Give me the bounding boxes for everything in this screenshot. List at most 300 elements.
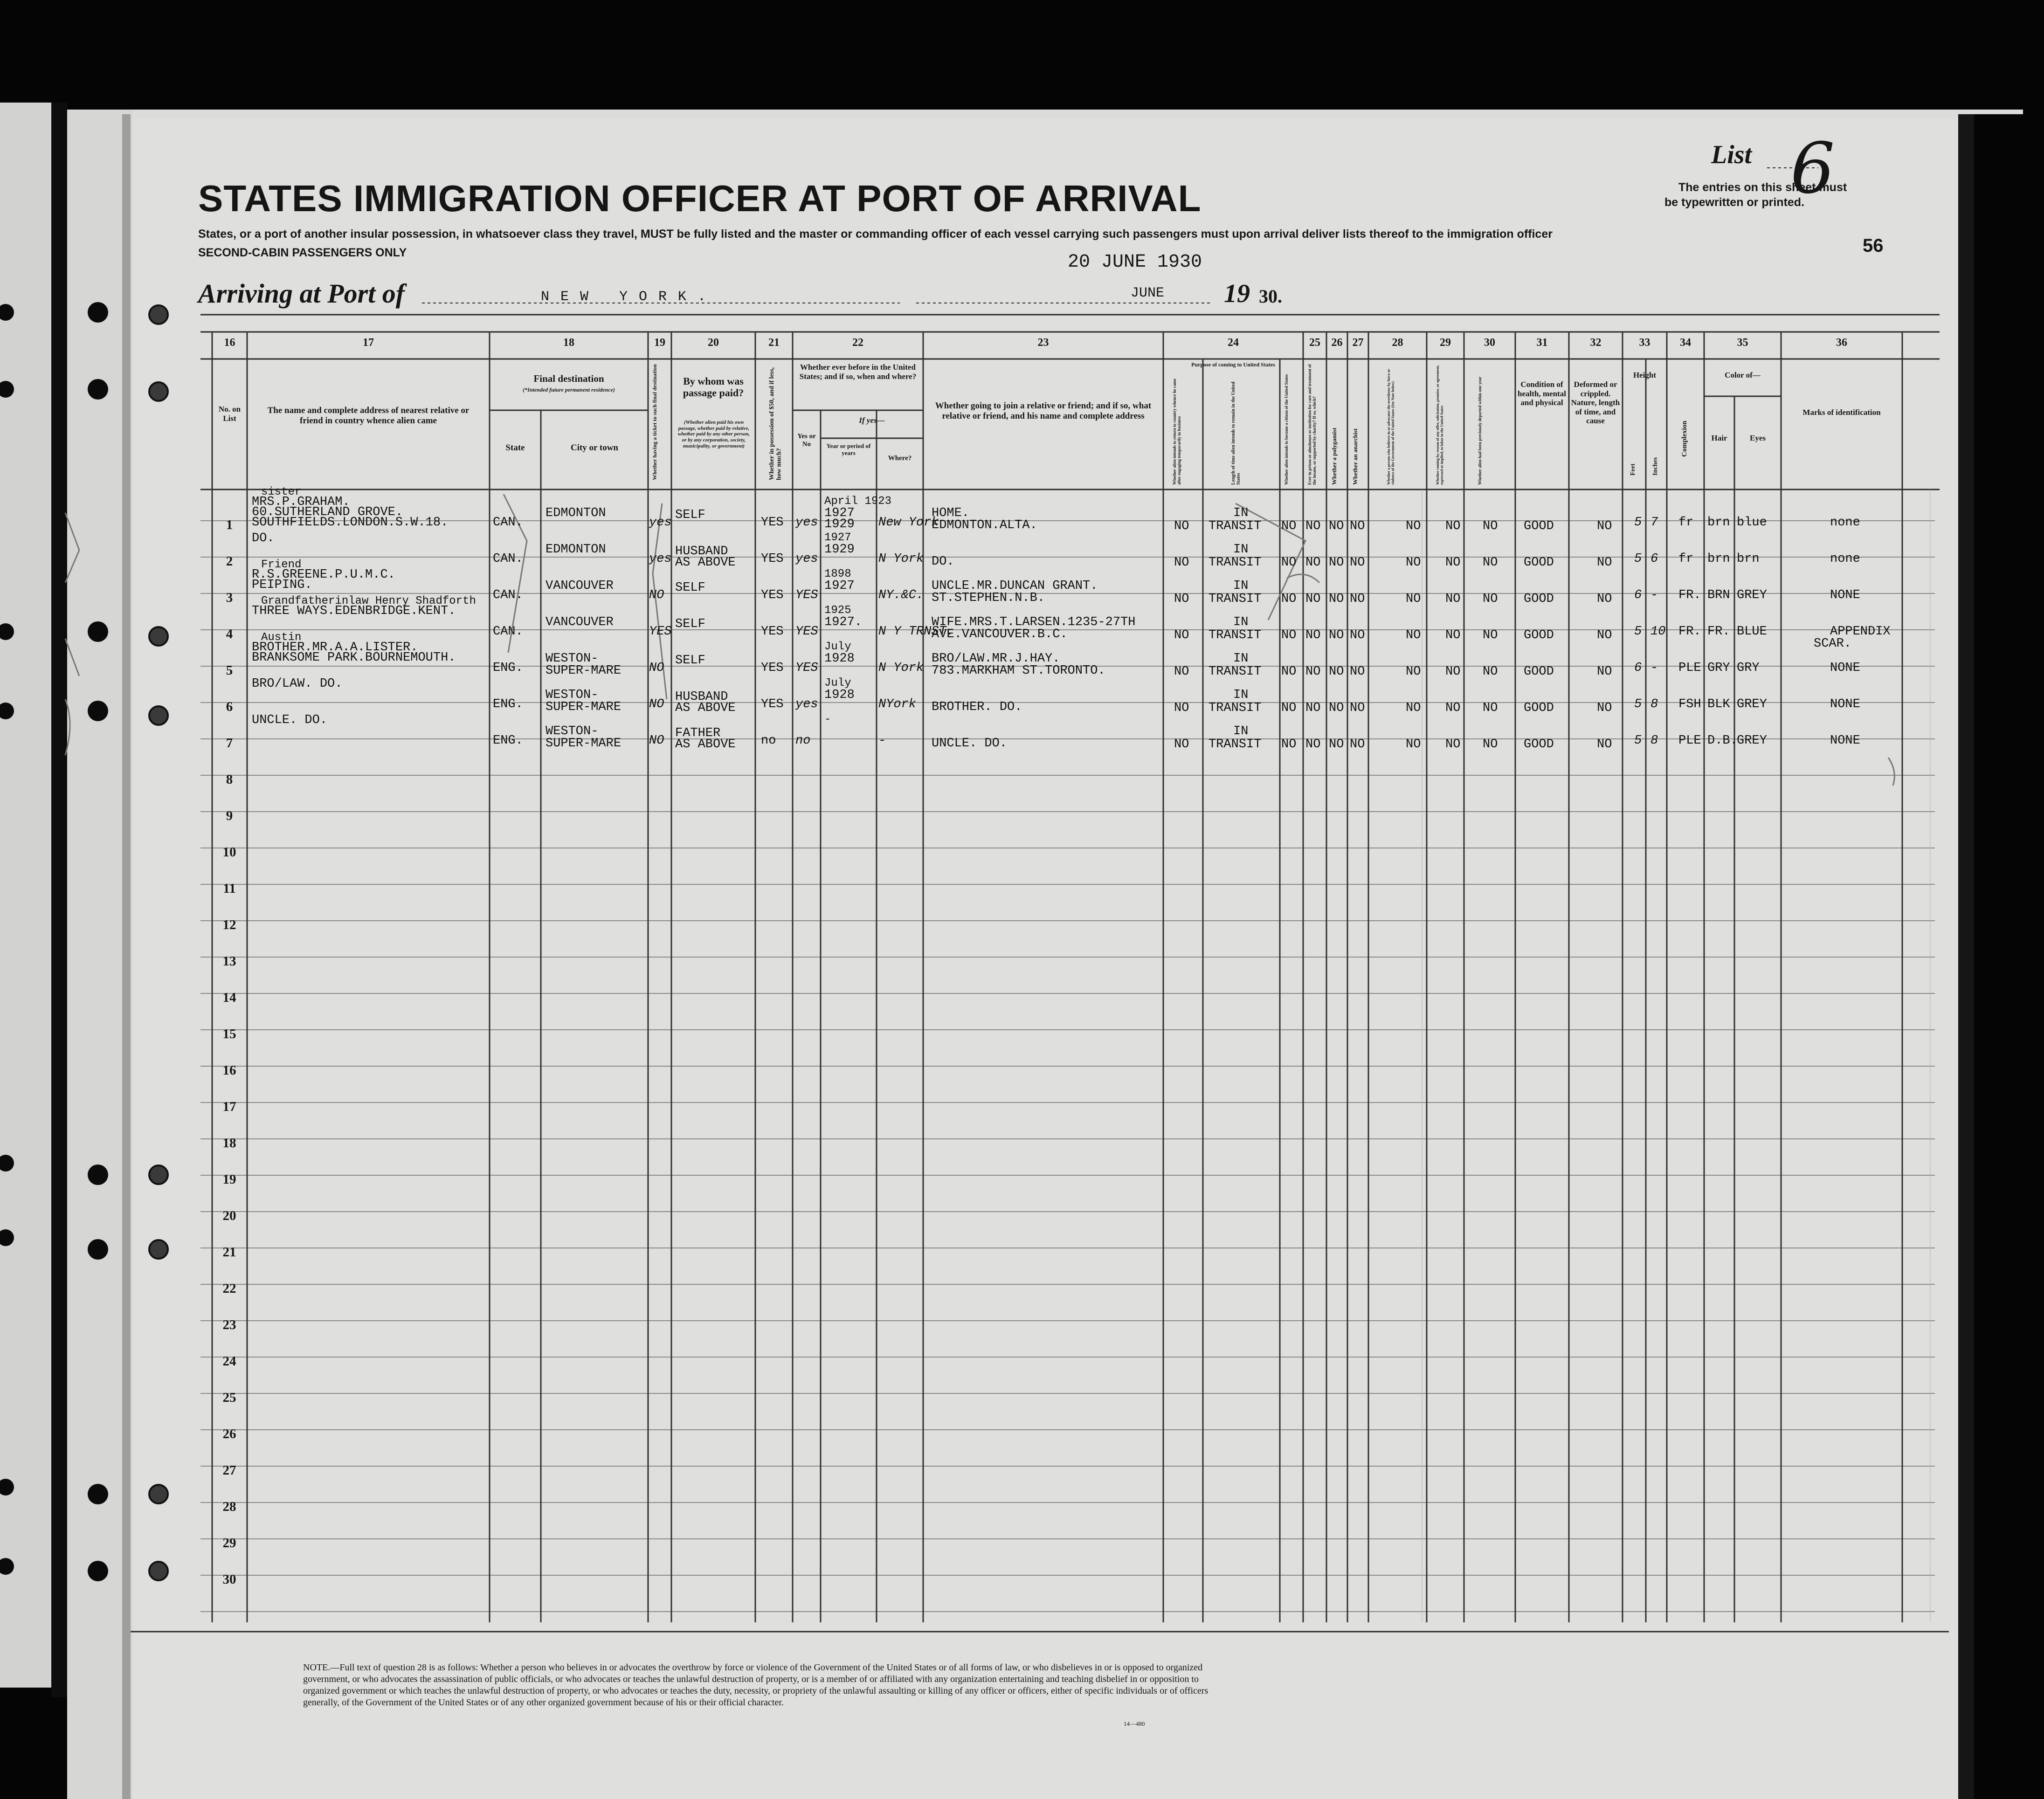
health-cell: GOOD <box>1524 556 1554 570</box>
purpose-return-cell: NO <box>1174 519 1189 533</box>
before-in-us-cell: no <box>795 734 811 748</box>
anarchist-cell: NO <box>1350 701 1365 715</box>
column-number: 24 <box>1228 337 1239 349</box>
row-number: 23 <box>222 1317 236 1332</box>
passage-paid-cell: SELF <box>675 581 705 595</box>
before-in-us-cell: YES <box>795 661 818 675</box>
header-money: Whether in possession of $50, and if less, how much? <box>768 367 783 480</box>
purpose-length-in: IN <box>1233 579 1249 593</box>
question-28-cell: NO <box>1406 738 1421 751</box>
purpose-citizen-cell: NO <box>1281 701 1297 715</box>
city-cell: VANCOUVER <box>546 615 614 629</box>
passage-paid-cell-line-2: AS ABOVE <box>675 701 736 715</box>
join-relative-line-2: AVE.VANCOUVER.B.C. <box>932 627 1068 641</box>
passage-paid-cell: HUSBAND <box>675 690 728 704</box>
relative-address: BRANKSOME PARK.BOURNEMOUTH. <box>252 651 456 665</box>
labor-offer-cell: NO <box>1445 556 1461 570</box>
height-inches-cell: - <box>1650 588 1658 602</box>
column-number: 31 <box>1536 337 1548 349</box>
year-cell-line-1: July <box>824 641 851 653</box>
question-28-cell: NO <box>1406 592 1421 606</box>
header-hair: Hair <box>1711 434 1727 442</box>
anarchist-cell: NO <box>1350 665 1365 679</box>
polygamist-cell: NO <box>1329 519 1344 533</box>
marks-cell: NONE <box>1830 588 1860 602</box>
hair-cell: BLK <box>1707 697 1730 711</box>
entries-note-line-1: The entries on this sheet must <box>1678 181 1847 194</box>
purpose-return-cell: NO <box>1174 628 1189 642</box>
polygamist-cell: NO <box>1329 556 1344 570</box>
deformed-cell: NO <box>1597 592 1612 606</box>
where-cell: NYork <box>878 697 917 711</box>
column-number: 22 <box>852 337 863 349</box>
list-number: 6 <box>1790 128 1835 209</box>
header-feet: Feet <box>1630 463 1637 476</box>
question-28-cell: NO <box>1406 665 1421 679</box>
row-number: 8 <box>226 772 233 787</box>
question-28-cell: NO <box>1406 701 1421 715</box>
anarchist-cell: NO <box>1350 738 1365 751</box>
deformed-cell: NO <box>1597 701 1612 715</box>
deformed-cell: NO <box>1597 665 1612 679</box>
prison-cell: NO <box>1305 592 1321 606</box>
row-number: 26 <box>222 1427 236 1441</box>
passage-paid-cell-line-2: AS ABOVE <box>675 556 736 570</box>
deported-cell: NO <box>1483 592 1498 606</box>
ticket-cell: YES <box>649 625 672 639</box>
row-number: 29 <box>222 1536 236 1551</box>
state-cell: ENG. <box>493 734 523 748</box>
money-cell: YES <box>761 697 784 711</box>
polygamist-cell: NO <box>1329 665 1344 679</box>
ticket-cell: yes <box>649 552 672 566</box>
money-cell: YES <box>761 588 784 602</box>
question-28-cell: NO <box>1406 556 1421 570</box>
ticket-cell: NO <box>649 697 664 711</box>
row-number: 6 <box>226 699 233 714</box>
header-purpose: Purpose of coming to United States <box>1191 361 1275 368</box>
column-number: 32 <box>1590 337 1602 349</box>
city-cell: EDMONTON <box>546 543 606 557</box>
relative-annotation: Austin <box>261 631 302 644</box>
header-city: City or town <box>570 443 619 453</box>
prison-cell: NO <box>1305 665 1321 679</box>
where-cell: N York <box>878 661 924 675</box>
before-in-us-cell: YES <box>795 625 818 639</box>
purpose-length-in: IN <box>1233 506 1249 520</box>
relative-address: PEIPING. <box>252 578 312 592</box>
labor-offer-cell: NO <box>1445 628 1461 642</box>
city-cell: WESTON- <box>546 724 599 738</box>
city-cell: WESTON- <box>546 652 599 666</box>
year-cell-line-1: 1898 <box>824 568 851 580</box>
prison-cell: NO <box>1305 701 1321 715</box>
purpose-length-transit: TRANSIT <box>1208 519 1262 533</box>
row-number: 22 <box>222 1281 236 1296</box>
before-in-us-cell: YES <box>795 588 818 602</box>
polygamist-cell: NO <box>1329 592 1344 606</box>
money-cell: YES <box>761 516 784 530</box>
row-number: 18 <box>222 1136 236 1151</box>
header-inches: Inches <box>1652 457 1659 476</box>
header-prison: Ever in prison or almshouse or institution for care and treatment of the insane, or supported by charity? If so, which? <box>1307 364 1317 485</box>
row-number: 15 <box>222 1027 236 1041</box>
header-state: State <box>505 443 525 453</box>
year-cell-line-3: 1929 <box>824 517 855 531</box>
city-cell: WESTON- <box>546 688 599 702</box>
header-before-in-us: Whether ever before in the United States; and if so, when and where? <box>799 363 917 381</box>
deported-cell: NO <box>1483 556 1498 570</box>
purpose-citizen-cell: NO <box>1281 628 1297 642</box>
header-deformed: Deformed or crippled. Nature, length of time, and cause <box>1571 380 1620 426</box>
year-cell-line-2: 1928 <box>824 652 855 666</box>
column-number: 20 <box>708 337 719 349</box>
header-purpose-return: Whether alien intends to return to country whence he came after engaging temporarily in business <box>1172 379 1181 485</box>
where-cell: NY.&C. <box>878 588 924 602</box>
header-where: Where? <box>888 455 912 462</box>
purpose-length-in: IN <box>1233 543 1249 557</box>
anarchist-cell: NO <box>1350 592 1365 606</box>
row-number: 25 <box>222 1390 236 1405</box>
health-cell: GOOD <box>1524 665 1554 679</box>
page-number: 56 <box>1863 235 1884 256</box>
prison-cell: NO <box>1305 628 1321 642</box>
row-number: 12 <box>222 917 236 932</box>
year-cell-line-1: April 1923 <box>824 495 892 508</box>
row-number: 13 <box>222 954 236 969</box>
header-no-on-list: No. on List <box>218 405 241 423</box>
column-number: 23 <box>1037 337 1049 349</box>
eyes-cell: GREY <box>1737 588 1767 602</box>
prison-cell: NO <box>1305 519 1321 533</box>
join-relative-line-1: WIFE.MRS.T.LARSEN.1235-27TH <box>932 615 1136 629</box>
eyes-cell: BLUE <box>1737 625 1767 639</box>
class-line: SECOND-CABIN PASSENGERS ONLY <box>198 246 407 259</box>
complexion-cell: FR. <box>1678 588 1701 602</box>
labor-offer-cell: NO <box>1445 665 1461 679</box>
row-number: 28 <box>222 1499 236 1514</box>
height-feet-cell: 5 <box>1634 697 1642 711</box>
passage-paid-cell: SELF <box>675 654 705 668</box>
purpose-length-in: IN <box>1233 688 1249 702</box>
question-28-cell: NO <box>1406 628 1421 642</box>
form-number: 14—480 <box>1124 1720 1145 1727</box>
header-if-yes: If yes— <box>859 416 885 425</box>
purpose-length-transit: TRANSIT <box>1208 592 1262 606</box>
row-number: 1 <box>226 517 233 532</box>
relative-annotation: sister <box>261 486 302 498</box>
arrival-month: JUNE <box>1131 285 1165 301</box>
list-label: List <box>1711 140 1752 169</box>
page-title: STATES IMMIGRATION OFFICER AT PORT OF ARRIVAL <box>198 178 1202 219</box>
purpose-length-transit: TRANSIT <box>1208 556 1262 570</box>
purpose-citizen-cell: NO <box>1281 738 1297 751</box>
polygamist-cell: NO <box>1329 738 1344 751</box>
marks-cell: NONE <box>1830 697 1860 711</box>
where-cell: N York <box>878 552 924 566</box>
header-height: Height <box>1633 371 1657 379</box>
city-cell-line-2: SUPER-MARE <box>546 700 621 714</box>
prison-cell: NO <box>1305 738 1321 751</box>
relative-annotation: Grandfatherinlaw Henry Shadforth <box>261 595 476 607</box>
join-relative-line-2: DO. <box>932 555 954 569</box>
purpose-citizen-cell: NO <box>1281 592 1297 606</box>
purpose-return-cell: NO <box>1174 701 1189 715</box>
state-cell: CAN. <box>493 625 523 639</box>
state-cell: CAN. <box>493 516 523 530</box>
height-inches-cell: 10 <box>1650 625 1666 639</box>
deformed-cell: NO <box>1597 628 1612 642</box>
complexion-cell: FSH <box>1678 697 1701 711</box>
purpose-length-in: IN <box>1233 615 1249 629</box>
header-final-destination-note: (*Intended future permanent residence) <box>523 386 615 393</box>
header-marks: Marks of identification <box>1802 408 1881 417</box>
header-year: Year or period of years <box>826 442 871 456</box>
relative-name: UNCLE. DO. <box>252 713 328 727</box>
header-passage-paid-note: (Whether alien paid his own passage, whether paid by relative, whether paid by any other person, or by any corporation, society, municipality, or government) <box>677 420 750 449</box>
row-number: 27 <box>222 1463 236 1478</box>
ticket-cell: NO <box>649 588 664 602</box>
purpose-length-transit: TRANSIT <box>1208 701 1262 715</box>
where-cell: New York <box>878 516 939 530</box>
entries-note-line-2: be typewritten or printed. <box>1664 196 1805 209</box>
header-deported: Whether alien had been previously deported within one year <box>1478 376 1482 485</box>
year-cell-line-1: July <box>824 677 851 689</box>
header-question-28: Whether a person who believes in or advocates the overthrow by force or violence of the Government of the United States (See Note below) <box>1387 369 1395 485</box>
purpose-citizen-cell: NO <box>1281 556 1297 570</box>
money-cell: YES <box>761 661 784 675</box>
purpose-citizen-cell: NO <box>1281 665 1297 679</box>
column-number: 34 <box>1680 337 1691 349</box>
state-cell: CAN. <box>493 588 523 602</box>
join-relative-line-2: BROTHER. DO. <box>932 700 1022 714</box>
city-cell-line-2: SUPER-MARE <box>546 664 621 678</box>
purpose-length-transit: TRANSIT <box>1208 738 1262 751</box>
money-cell: YES <box>761 625 784 639</box>
relative-name: BROTHER.MR.A.A.LISTER. <box>252 641 418 655</box>
row-number: 7 <box>226 736 233 751</box>
join-relative-line-1: UNCLE.MR.DUNCAN GRANT. <box>932 579 1098 593</box>
join-relative-line-2: ST.STEPHEN.N.B. <box>932 591 1045 605</box>
instructions-line: States, or a port of another insular possession, in whatsoever class they travel, MUST be fully listed and the master or commanding officer of each vessel carrying such passengers must upon arrival deliver lists thereof to the immigration officer <box>198 227 1553 241</box>
marks-cell: none <box>1830 552 1860 566</box>
state-cell: CAN. <box>493 552 523 566</box>
row-number: 4 <box>226 627 233 641</box>
health-cell: GOOD <box>1524 592 1554 606</box>
eyes-cell: GRY <box>1737 661 1760 675</box>
height-feet-cell: 5 <box>1634 516 1642 530</box>
purpose-citizen-cell: NO <box>1281 519 1297 533</box>
purpose-length-transit: TRANSIT <box>1208 665 1262 679</box>
height-inches-cell: - <box>1650 661 1658 675</box>
join-relative-line-1: BRO/LAW.MR.J.HAY. <box>932 652 1060 666</box>
labor-offer-cell: NO <box>1445 519 1461 533</box>
money-cell: no <box>761 734 776 748</box>
header-labor-offer: Whether coming by reason of any offer, solicitation, promise, or agreement, expressed or implied, to labor in the United States <box>1436 365 1444 485</box>
polygamist-cell: NO <box>1329 628 1344 642</box>
header-color: Color of— <box>1725 371 1761 379</box>
labor-offer-cell: NO <box>1445 592 1461 606</box>
deported-cell: NO <box>1483 665 1498 679</box>
year-cell-line-1: - <box>824 713 831 726</box>
column-number: 26 <box>1331 337 1343 349</box>
money-cell: YES <box>761 552 784 566</box>
passage-paid-cell: SELF <box>675 508 705 522</box>
header-passage-paid: By whom was passage paid? <box>683 375 744 399</box>
before-in-us-cell: yes <box>795 697 818 711</box>
year-cell-line-2: 1927. <box>824 615 863 629</box>
row-number: 11 <box>223 881 236 896</box>
column-number: 17 <box>363 337 374 349</box>
complexion-cell: fr <box>1678 552 1694 566</box>
eyes-cell: blue <box>1737 516 1767 530</box>
column-number: 19 <box>654 337 665 349</box>
labor-offer-cell: NO <box>1445 701 1461 715</box>
year-cell-line-1: 1925 <box>824 604 851 617</box>
join-relative-line-2: EDMONTON.ALTA. <box>932 518 1037 532</box>
height-feet-cell: 5 <box>1634 734 1642 748</box>
purpose-return-cell: NO <box>1174 738 1189 751</box>
question-28-cell: NO <box>1406 519 1421 533</box>
height-feet-cell: 6 <box>1634 661 1642 675</box>
column-number: 33 <box>1639 337 1650 349</box>
height-feet-cell: 5 <box>1634 625 1642 639</box>
year-cell-line-2: 1927 <box>824 506 855 520</box>
health-cell: GOOD <box>1524 701 1554 715</box>
join-relative-line-2: UNCLE. DO. <box>932 737 1008 751</box>
header-purpose-length: Length of time alien intends to remain in the United States <box>1231 381 1241 485</box>
purpose-return-cell: NO <box>1174 592 1189 606</box>
labor-offer-cell: NO <box>1445 738 1461 751</box>
before-in-us-cell: yes <box>795 552 818 566</box>
anarchist-cell: NO <box>1350 519 1365 533</box>
footer-note: NOTE.—Full text of question 28 is as follows: Whether a person who believes in or advocates the overthrow by force or violence of the Government of the United States or of all forms of law, or who disbelieves in or is opposed to organized government, or who advocates the assassination of public officials, or who advocates or teaches the unlawful destruction of property, or is a member of or affiliated with any organization entertaining and teaching disbelief in or opposition to organized government or which teaches the unlawful destruction of property, or who advocates or teaches the duty, necessity, or propriety of the unlawful assaulting or killing of any officer or officers, either of specific individuals or of officers generally, of the Government of the United States or of any other organized government because of his or their official character. <box>303 1662 1208 1708</box>
ticket-cell: NO <box>649 734 664 748</box>
row-number: 24 <box>222 1354 236 1369</box>
relative-annotation: Friend <box>261 558 302 571</box>
relative-city: SOUTHFIELDS.LONDON.S.W.18. <box>252 516 449 530</box>
height-inches-cell: 6 <box>1650 552 1658 566</box>
header-health: Condition of health, mental and physical <box>1518 380 1566 407</box>
where-cell: - <box>878 734 886 748</box>
header-final-destination: Final destination <box>533 373 604 384</box>
relative-name: BRO/LAW. DO. <box>252 677 343 691</box>
column-number: 25 <box>1309 337 1320 349</box>
row-number: 16 <box>222 1063 236 1078</box>
where-cell: N Y TRNST. <box>878 625 954 639</box>
column-number: 18 <box>563 337 574 349</box>
year-cell-line-2: 1929 <box>824 543 855 557</box>
header-ticket: Whether having a ticket to such final destination <box>651 364 658 480</box>
state-cell: ENG. <box>493 697 523 711</box>
deported-cell: NO <box>1483 628 1498 642</box>
complexion-cell: PLE <box>1678 734 1701 748</box>
complexion-cell: fr <box>1678 516 1694 530</box>
marks-cell: APPENDIX <box>1830 625 1891 639</box>
complexion-cell: PLE <box>1678 661 1701 675</box>
marks-cell: NONE <box>1830 734 1860 748</box>
row-number: 10 <box>222 845 236 860</box>
row-number: 17 <box>222 1099 236 1114</box>
row-number: 9 <box>226 808 233 823</box>
eyes-cell: GREY <box>1737 697 1767 711</box>
relative-name: DO. <box>252 531 275 545</box>
eyes-cell: brn <box>1737 552 1760 566</box>
state-cell: ENG. <box>493 661 523 675</box>
eyes-cell: GREY <box>1737 734 1767 748</box>
hair-cell: GRY <box>1707 661 1730 675</box>
row-number: 2 <box>226 554 233 569</box>
height-inches-cell: 8 <box>1650 697 1658 711</box>
height-inches-cell: 7 <box>1650 516 1658 530</box>
header-purpose-citizen: Whether alien intends to become a citizen of the United States <box>1284 374 1289 485</box>
deformed-cell: NO <box>1597 738 1612 751</box>
year-prefix: 19 <box>1224 279 1250 308</box>
column-number: 30 <box>1484 337 1495 349</box>
arriving-label: Arriving at Port of <box>198 278 405 309</box>
column-number: 21 <box>768 337 780 349</box>
row-number: 21 <box>222 1245 236 1260</box>
city-cell: EDMONTON <box>546 506 606 520</box>
height-feet-cell: 6 <box>1634 588 1642 602</box>
header-nearest-relative: The name and complete address of nearest relative or friend in country whence alien came <box>267 406 470 426</box>
join-relative-line-2: 783.MARKHAM ST.TORONTO. <box>932 664 1105 678</box>
relative-name: MRS.P.GRAHAM. <box>252 495 350 509</box>
header-complexion: Complexion <box>1681 420 1688 457</box>
port-name: NEW YORK. <box>541 289 718 305</box>
ticket-cell: yes <box>649 516 672 530</box>
row-number: 14 <box>222 990 236 1005</box>
header-eyes: Eyes <box>1750 434 1766 442</box>
hair-cell: BRN <box>1707 588 1730 602</box>
purpose-length-in: IN <box>1233 652 1249 666</box>
column-number: 16 <box>224 337 235 349</box>
date-stamp: 20 JUNE 1930 <box>1068 252 1202 273</box>
purpose-length-transit: TRANSIT <box>1208 628 1262 642</box>
row-number: 3 <box>226 590 233 605</box>
header-polygamist: Whether a polygamist <box>1331 427 1338 485</box>
join-relative-line-1: HOME. <box>932 506 970 520</box>
deformed-cell: NO <box>1597 556 1612 570</box>
marks-cell-line-2: SCAR. <box>1814 637 1852 651</box>
relative-address: 60.SUTHERLAND GROVE. <box>252 505 403 519</box>
prison-cell: NO <box>1305 556 1321 570</box>
polygamist-cell: NO <box>1329 701 1344 715</box>
deported-cell: NO <box>1483 738 1498 751</box>
city-cell: VANCOUVER <box>546 579 614 593</box>
purpose-return-cell: NO <box>1174 665 1189 679</box>
anarchist-cell: NO <box>1350 556 1365 570</box>
relative-name: THREE WAYS.EDENBRIDGE.KENT. <box>252 604 456 618</box>
year-cell-line-2: 1928 <box>824 688 855 702</box>
health-cell: GOOD <box>1524 738 1554 751</box>
header-join-relative: Whether going to join a relative or friend; and if so, what relative or friend, and his name and complete address <box>935 401 1152 421</box>
row-number: 5 <box>226 663 233 678</box>
year-cell-line-1: 1927 <box>824 531 851 544</box>
passage-paid-cell-line-2: AS ABOVE <box>675 738 736 751</box>
hair-cell: brn <box>1707 552 1730 566</box>
column-number: 27 <box>1352 337 1364 349</box>
header-yes-no: Yes or No <box>797 433 816 448</box>
row-number: 19 <box>222 1172 236 1187</box>
deported-cell: NO <box>1483 519 1498 533</box>
purpose-return-cell: NO <box>1174 556 1189 570</box>
height-inches-cell: 8 <box>1650 734 1658 748</box>
health-cell: GOOD <box>1524 519 1554 533</box>
row-number: 30 <box>222 1572 236 1587</box>
relative-name: R.S.GREENE.P.U.M.C. <box>252 568 395 582</box>
deformed-cell: NO <box>1597 519 1612 533</box>
